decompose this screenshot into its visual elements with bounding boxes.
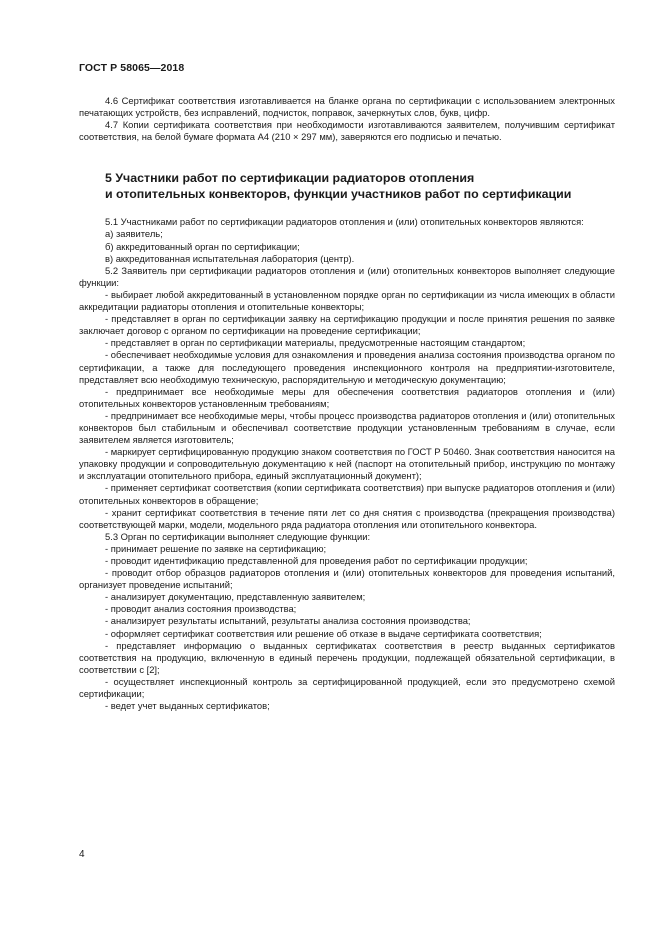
paragraph-5-3: 5.3 Орган по сертификации выполняет следующие функции: bbox=[105, 530, 371, 542]
list-item: - выбирает любой аккредитованный в установленном порядке орган по сертификации из числа имеющих в области аккредитации радиаторы отопления и отопительные конвекторы; bbox=[79, 288, 615, 313]
list-item: - применяет сертификат соответствия (копии сертификата соответствия) при выпуске радиаторов отопления и (или) отопительных конвекторов в обращение; bbox=[79, 482, 615, 506]
list-item: - маркирует сертифицированную продукцию знаком соответствия по ГОСТ Р 50460. Знак соответствия наносится на упаковку продукции и сопроводительную документацию к ней (паспорт на отопительный прибор, инструкцию по монтажу и эксплуатации отопительного прибора, единый эксплуатационный документ); bbox=[79, 446, 615, 482]
list-item: - представляет информацию о выданных сертификатах соответствия в реестр выданных сертификатов соответствия на продукцию, включенную в единый перечень продукции, подлежащей обязательной сертификации, в соответствии с [2]; bbox=[79, 639, 615, 675]
section-5-title bbox=[79, 170, 615, 202]
document-body bbox=[79, 95, 615, 712]
document-header: ГОСТ Р 58065—2018 bbox=[79, 62, 185, 74]
page-number: 4 bbox=[79, 849, 85, 860]
list-item: - принимает решение по заявке на сертификацию; bbox=[105, 542, 327, 554]
list-5-3 bbox=[79, 543, 615, 712]
list-item: - проводит анализ состояния производства; bbox=[105, 603, 297, 615]
list-5-2 bbox=[79, 289, 615, 531]
paragraph-5-1: 5.1 Участниками работ по сертификации радиаторов отопления и (или) отопительных конвекторов являются: bbox=[105, 216, 584, 228]
list-item: - проводит отбор образцов радиаторов отопления и (или) отопительных конвекторов для проведения испытаний, организует проведение испытаний; bbox=[79, 567, 615, 591]
list-item: - представляет в орган по сертификации материалы, предусмотренные настоящим стандартом; bbox=[105, 337, 526, 349]
section-title-line: 5 Участники работ по сертификации радиаторов отопления bbox=[105, 171, 475, 186]
paragraph-4-6: 4.6 Сертификат соответствия изготавливается на бланке органа по сертификации с использованием электронных печатающих устройств, без исправлений, подчисток, поправок, зачеркнутых слов, букв, цифр. bbox=[79, 95, 615, 119]
list-item: - оформляет сертификат соответствия или решение об отказе в выдаче сертификата соответствия; bbox=[105, 627, 542, 639]
list-item: - хранит сертификат соответствия в течение пяти лет со дня снятия с производства (прекращения производства) соответствующей марки, модели, модельного ряда радиатора отопления или отопительного конвектора. bbox=[79, 506, 615, 530]
list-5-1 bbox=[79, 228, 615, 264]
list-item: - анализирует результаты испытаний, результаты анализа состояния производства; bbox=[105, 615, 471, 627]
paragraph-4-7: 4.7 Копии сертификата соответствия при необходимости изготавливаются заявителем, получившим сертификат соответствия, на белой бумаге формата А4 (210 × 297 мм), заверяются его подписью и печатью. bbox=[79, 119, 615, 143]
list-item: - анализирует документацию, представленную заявителем; bbox=[105, 591, 366, 603]
section-title-line: и отопительных конвекторов, функции участников работ по сертификации bbox=[105, 187, 572, 202]
list-item: - предпринимает все необходимые меры для обеспечения соответствия радиаторов отопления и (или) отопительных конвекторов установленным требованиям; bbox=[79, 385, 615, 409]
paragraph-5-2: 5.2 Заявитель при сертификации радиаторов отопления и (или) отопительных конвекторов выполняет следующие функции: bbox=[79, 264, 615, 288]
list-item: - предпринимает все необходимые меры, чтобы процесс производства радиаторов отопления и (или) отопительных конвекторов был стабильным и обеспечивал соответствие продукции установленным требованиям в случае, если заявителем является изготовитель; bbox=[79, 409, 615, 446]
list-item: - проводит идентификацию представленной для проведения работ по сертификации продукции; bbox=[105, 555, 528, 566]
list-item: - представляет в орган по сертификации заявку на сертификацию продукции и после принятия решения по заявке заключает договор с органом по сертификации на проведение сертификации; bbox=[79, 313, 615, 337]
list-item: б) аккредитованный орган по сертификации; bbox=[105, 240, 300, 252]
list-item: а) заявитель; bbox=[105, 228, 163, 240]
list-item: - ведет учет выданных сертификатов; bbox=[105, 700, 270, 712]
list-item: в) аккредитованная испытательная лаборатория (центр). bbox=[105, 252, 355, 264]
list-item: - осуществляет инспекционный контроль за сертифицированной продукцией, если это предусмотрено схемой сертификации; bbox=[79, 675, 615, 700]
list-item: - обеспечивает необходимые условия для ознакомления и проведения анализа состояния производства органом по сертификации, а также для последующего проведения инспекционного контроля на предприятии-изготовителе, представляет всю необходимую техническую, распорядительную и методическую документацию; bbox=[79, 349, 615, 385]
